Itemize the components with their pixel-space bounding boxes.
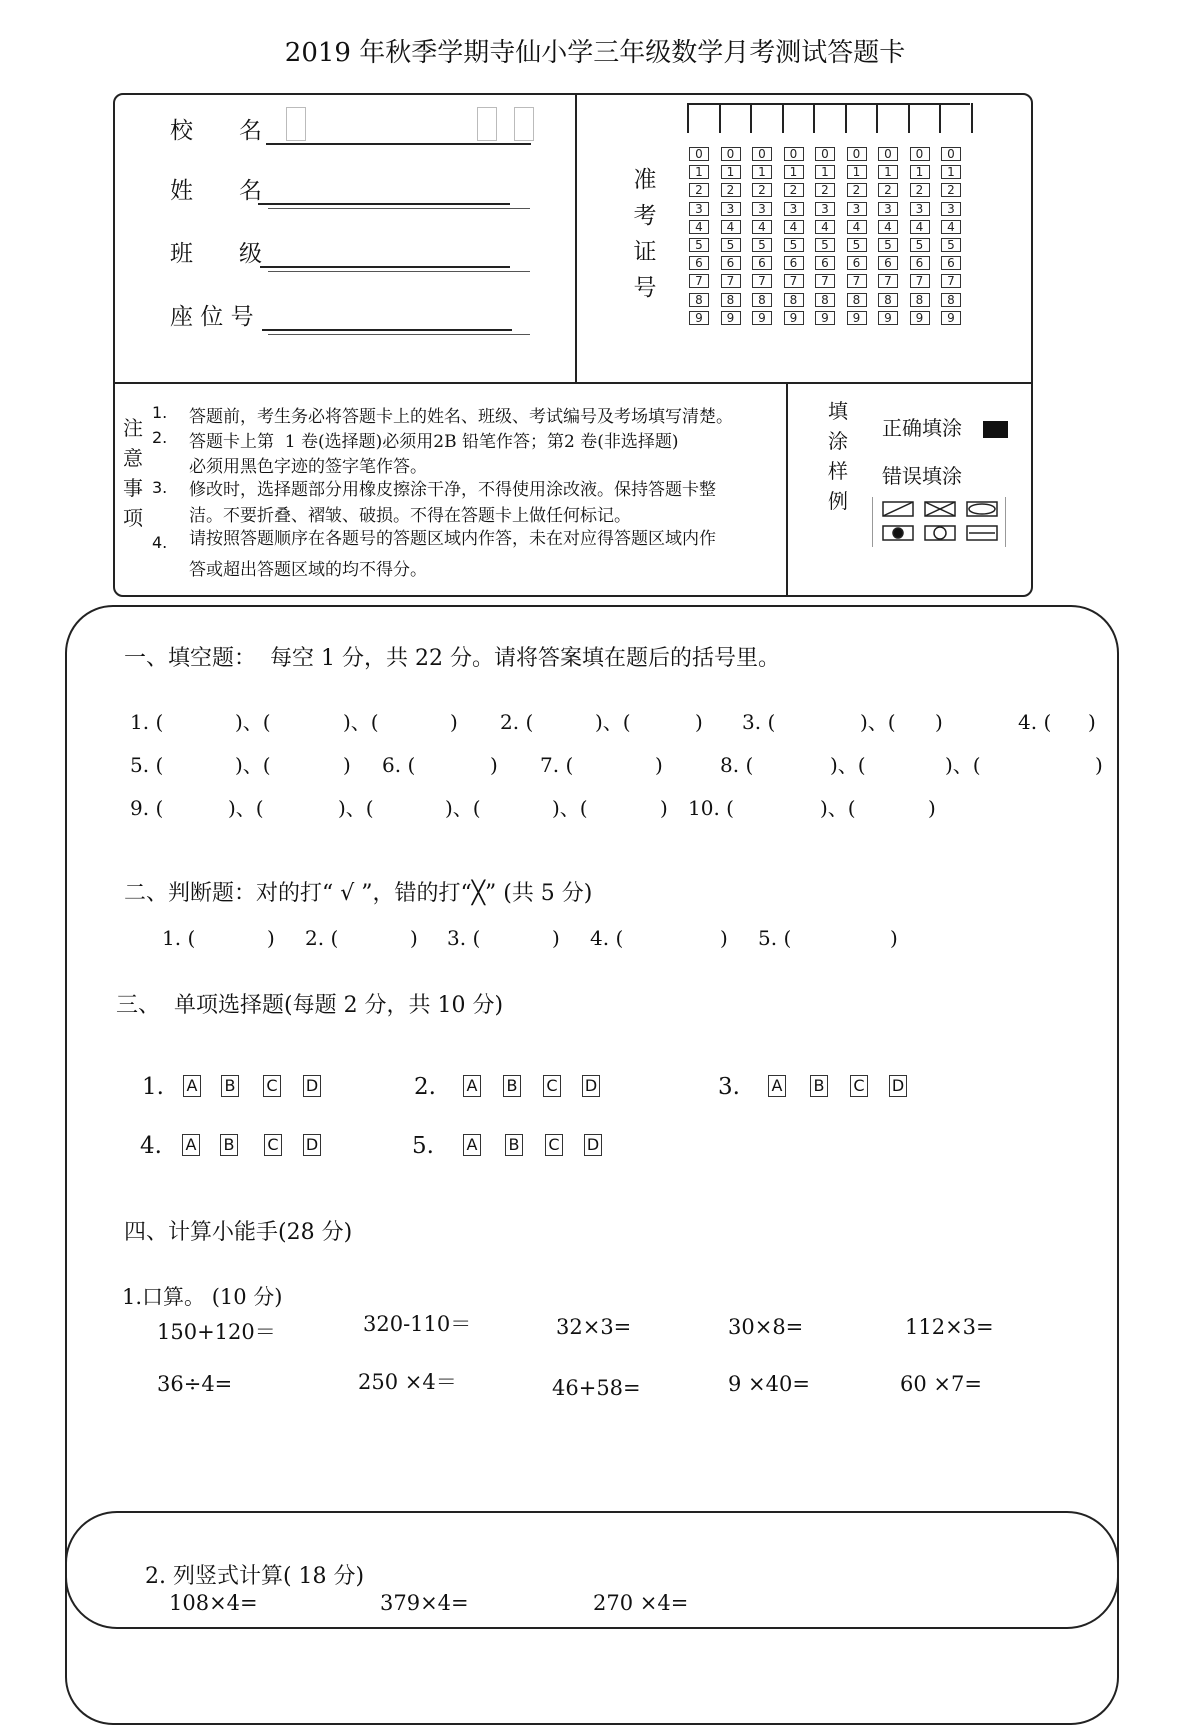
ticket-digit-bubble[interactable]: 6 (878, 256, 898, 270)
ticket-digit-bubble[interactable]: 4 (784, 220, 804, 234)
ticket-digit-bubble[interactable]: 7 (721, 274, 741, 288)
note-number-1: 1. (152, 403, 168, 422)
ticket-digit-bubble[interactable]: 5 (847, 238, 867, 252)
choice-option-a[interactable]: A (183, 1075, 201, 1097)
choice-option-c[interactable]: C (543, 1075, 561, 1097)
fill-blank-part[interactable]: 2. ( (500, 710, 534, 734)
ticket-digit-bubble[interactable]: 5 (721, 238, 741, 252)
ticket-digit-bubble[interactable]: 9 (878, 311, 898, 325)
notes-label: 注意事项 (123, 416, 143, 530)
judge-answer-part: ) (552, 926, 560, 950)
ticket-digit-bubble[interactable]: 7 (847, 274, 867, 288)
ticket-digit-bubble[interactable]: 4 (752, 220, 772, 234)
ticket-digit-bubble[interactable]: 9 (815, 311, 835, 325)
ticket-digit-bubble[interactable]: 6 (752, 256, 772, 270)
ticket-digit-bubble[interactable]: 1 (878, 165, 898, 179)
ticket-digit-bubble[interactable]: 8 (815, 293, 835, 307)
note-line-4: 修改时，选择题部分用橡皮擦涂干净，不得使用涂改液。保持答题卡整 (189, 480, 716, 500)
fill-blank-part[interactable]: ) (343, 753, 351, 777)
notes-divider (114, 382, 1032, 384)
judge-answer-part: ) (720, 926, 728, 950)
ticket-digit-bubble[interactable]: 0 (752, 147, 772, 161)
fill-blank-part: )、( (945, 753, 981, 777)
ticket-digit-bubble[interactable]: 6 (721, 256, 741, 270)
choice-option-c[interactable]: C (264, 1134, 282, 1156)
choice-option-a[interactable]: A (463, 1075, 481, 1097)
choice-option-b[interactable]: B (810, 1075, 828, 1097)
ticket-digit-bubble[interactable]: 5 (815, 238, 835, 252)
ticket-digit-bubble[interactable]: 5 (878, 238, 898, 252)
ticket-header-divider (908, 103, 910, 133)
ticket-digit-bubble[interactable]: 4 (689, 220, 709, 234)
choice-option-a[interactable]: A (463, 1134, 481, 1156)
note-line-5: 洁。不要折叠、褶皱、破损。不得在答题卡上做任何标记。 (189, 506, 631, 526)
fill-blank-part[interactable]: 5. ( (130, 753, 164, 777)
ticket-digit-bubble[interactable]: 8 (784, 293, 804, 307)
ticket-digit-bubble[interactable]: 5 (689, 238, 709, 252)
ticket-digit-bubble[interactable]: 3 (689, 202, 709, 216)
fill-blank-part[interactable]: 10. ( (688, 796, 734, 820)
ticket-digit-bubble[interactable]: 1 (847, 165, 867, 179)
oral-calc-problem: 46+58= (552, 1376, 641, 1400)
note-line-3: 必须用黑色字迹的签字笔作答。 (189, 457, 427, 477)
ticket-digit-bubble[interactable]: 7 (815, 274, 835, 288)
ticket-digit-bubble[interactable]: 2 (752, 183, 772, 197)
fill-blank-part[interactable]: 1. ( (130, 710, 164, 734)
choice-question-number: 5. (412, 1133, 434, 1159)
ticket-digit-bubble[interactable]: 7 (878, 274, 898, 288)
ticket-digit-bubble[interactable]: 4 (941, 220, 961, 234)
ticket-digit-bubble[interactable]: 3 (784, 202, 804, 216)
class-label: 班 级 (170, 241, 262, 267)
fill-sample-label: 填涂样例 (828, 399, 848, 513)
fill-blank-part[interactable]: ) (1095, 753, 1103, 777)
choice-option-b[interactable]: B (221, 1075, 239, 1097)
fill-blank-part[interactable]: ) (490, 753, 498, 777)
ticket-digit-bubble[interactable]: 4 (878, 220, 898, 234)
oral-calc-problem: 60 ×7= (900, 1372, 982, 1396)
ticket-header-divider (719, 103, 721, 133)
judge-answer-part[interactable]: 5. ( (758, 926, 792, 950)
fill-blank-part[interactable]: )、( (338, 796, 374, 820)
ticket-digit-bubble[interactable]: 0 (721, 147, 741, 161)
class-field[interactable] (260, 266, 510, 268)
fill-blank-part[interactable]: 4. ( (1018, 710, 1052, 734)
seat-number-field[interactable] (262, 329, 512, 331)
ticket-digit-bubble[interactable]: 2 (910, 183, 930, 197)
section2-heading: 二、判断题：对的打“ √ ”，错的打“╳” (共 5 分) (124, 881, 593, 906)
ticket-digit-bubble[interactable]: 3 (721, 202, 741, 216)
fill-blank-part: ) (450, 710, 458, 734)
sample-divider (786, 383, 788, 596)
judge-answer-part[interactable]: 2. ( (305, 926, 339, 950)
ticket-digit-bubble[interactable]: 2 (689, 183, 709, 197)
fill-blank-part[interactable]: )、( (343, 710, 379, 734)
choice-option-c[interactable]: C (263, 1075, 281, 1097)
oral-calc-problem: 320-110＝ (363, 1312, 472, 1336)
ticket-digit-bubble[interactable]: 6 (689, 256, 709, 270)
choice-option-c[interactable]: C (545, 1134, 563, 1156)
page-title: 2019 年秋季学期寺仙小学三年级数学月考测试答题卡 (284, 38, 906, 68)
ticket-digit-bubble[interactable]: 8 (878, 293, 898, 307)
note-line-6: 请按照答题顺序在各题号的答题区域内作答，未在对应得答题区域内作 (189, 529, 716, 549)
ticket-digit-bubble[interactable]: 8 (941, 293, 961, 307)
ticket-digit-bubble[interactable]: 3 (941, 202, 961, 216)
ticket-digit-bubble[interactable]: 9 (910, 311, 930, 325)
choice-question-number: 4. (140, 1133, 162, 1159)
vertical-calc-heading: 2. 列竖式计算( 18 分) (145, 1564, 365, 1589)
oral-calc-problem: 150+120＝ (157, 1320, 276, 1344)
ticket-digit-bubble[interactable]: 7 (784, 274, 804, 288)
section4-heading: 四、计算小能手(28 分) (124, 1220, 353, 1245)
fill-blank-part: )、( (228, 796, 264, 820)
ticket-digit-bubble[interactable]: 0 (847, 147, 867, 161)
ticket-digit-bubble[interactable]: 5 (784, 238, 804, 252)
choice-option-d[interactable]: D (303, 1134, 321, 1156)
fill-blank-part: ) (660, 796, 668, 820)
ticket-digit-bubble[interactable]: 8 (689, 293, 709, 307)
ticket-digit-bubble[interactable]: 4 (847, 220, 867, 234)
fill-blank-part: )、( (235, 753, 271, 777)
fill-blank-part: 8. ( (720, 753, 754, 777)
judge-answer-part: ) (410, 926, 418, 950)
oral-calc-problem: 112×3= (905, 1315, 994, 1339)
note-line-2: 答题卡上第 1 卷(选择题)必须用2B 铅笔作答；第2 卷(非选择题) (189, 432, 679, 452)
ticket-digit-bubble[interactable]: 0 (815, 147, 835, 161)
fill-blank-part[interactable]: 9. ( (130, 796, 164, 820)
section3-heading: 三、 单项选择题(每题 2 分，共 10 分) (116, 993, 504, 1018)
ticket-digit-bubble[interactable]: 8 (910, 293, 930, 307)
choice-option-a[interactable]: A (182, 1134, 200, 1156)
ticket-digit-bubble[interactable]: 7 (752, 274, 772, 288)
name-label: 姓 名 (170, 178, 262, 204)
judge-answer-part[interactable]: 1. ( (162, 926, 196, 950)
ticket-digit-bubble[interactable]: 6 (815, 256, 835, 270)
ticket-digit-bubble[interactable]: 2 (941, 183, 961, 197)
choice-question-number: 3. (718, 1074, 740, 1100)
ticket-digit-bubble[interactable]: 7 (941, 274, 961, 288)
ticket-digit-bubble[interactable]: 3 (878, 202, 898, 216)
school-name-field[interactable] (266, 143, 531, 145)
fill-blank-part[interactable]: ) (655, 753, 663, 777)
ticket-digit-bubble[interactable]: 8 (752, 293, 772, 307)
ticket-digit-bubble[interactable]: 8 (721, 293, 741, 307)
choice-option-d[interactable]: D (303, 1075, 321, 1097)
ticket-digit-bubble[interactable]: 6 (941, 256, 961, 270)
ticket-digit-bubble[interactable]: 5 (752, 238, 772, 252)
class-field-underline (268, 271, 530, 272)
ticket-header-line (688, 103, 970, 105)
choice-option-b[interactable]: B (220, 1134, 238, 1156)
fill-blank-part: 3. ( (742, 710, 776, 734)
school-label: 校 名 (170, 118, 262, 144)
ticket-digit-bubble[interactable]: 2 (815, 183, 835, 197)
choice-option-b[interactable]: B (503, 1075, 521, 1097)
fill-blank-part[interactable]: )、( (830, 753, 866, 777)
note-line-1: 答题前，考生务必将答题卡上的姓名、班级、考试编号及考场填写清楚。 (189, 407, 733, 427)
ticket-digit-bubble[interactable]: 4 (910, 220, 930, 234)
correct-fill-label: 正确填涂 (882, 416, 962, 440)
note-number-4: 4. (152, 533, 168, 552)
fill-blank-part: 6. ( (382, 753, 416, 777)
ticket-digit-bubble[interactable]: 9 (847, 311, 867, 325)
ticket-digit-bubble[interactable]: 1 (784, 165, 804, 179)
judge-answer-part[interactable]: 3. ( (447, 926, 481, 950)
vertical-calc-problem: 270 ×4= (593, 1591, 689, 1615)
school-name-box-3 (514, 107, 534, 141)
fill-blank-part[interactable]: )、( (860, 710, 896, 734)
oral-calc-problem: 9 ×40= (728, 1372, 810, 1396)
correct-fill-mark (983, 421, 1008, 438)
choice-question-number: 2. (414, 1074, 436, 1100)
ticket-digit-bubble[interactable]: 1 (721, 165, 741, 179)
note-number-2: 2. (152, 428, 168, 447)
seat-number-field-underline (268, 334, 530, 335)
ticket-digit-bubble[interactable]: 0 (941, 147, 961, 161)
fill-blank-part: 7. ( (540, 753, 574, 777)
ticket-digit-bubble[interactable]: 4 (815, 220, 835, 234)
oral-calc-problem: 36÷4= (157, 1372, 233, 1396)
ticket-digit-bubble[interactable]: 3 (815, 202, 835, 216)
ticket-digit-bubble[interactable]: 5 (941, 238, 961, 252)
fill-blank-part: )、( (235, 710, 271, 734)
oral-calc-problem: 32×3= (556, 1315, 632, 1339)
ticket-digit-bubble[interactable]: 1 (941, 165, 961, 179)
ticket-digit-bubble[interactable]: 5 (910, 238, 930, 252)
ticket-digit-bubble[interactable]: 0 (689, 147, 709, 161)
ticket-header-divider (876, 103, 878, 133)
ticket-digit-bubble[interactable]: 8 (847, 293, 867, 307)
fill-blank-part[interactable]: ) (928, 796, 936, 820)
ticket-header-divider (845, 103, 847, 133)
ticket-digit-bubble[interactable]: 0 (910, 147, 930, 161)
fill-blank-part: ) (935, 710, 943, 734)
ticket-header-divider (750, 103, 752, 133)
ticket-digit-bubble[interactable]: 6 (784, 256, 804, 270)
student-name-field[interactable] (258, 203, 510, 205)
ticket-digit-bubble[interactable]: 9 (721, 311, 741, 325)
ticket-digit-bubble[interactable]: 1 (752, 165, 772, 179)
ticket-digit-bubble[interactable]: 3 (752, 202, 772, 216)
choice-option-b[interactable]: B (505, 1134, 523, 1156)
ticket-digit-bubble[interactable]: 2 (878, 183, 898, 197)
fill-blank-part[interactable]: ) (695, 710, 703, 734)
section1-heading: 一、填空题： 每空 1 分，共 22 分。请将答案填在题后的括号里。 (124, 646, 780, 671)
ticket-header-divider (782, 103, 784, 133)
info-divider (575, 94, 577, 384)
ticket-label: 准考证号 (633, 167, 657, 301)
oral-calc-heading: 1.口算。 (10 分) (122, 1285, 283, 1309)
choice-question-number: 1. (142, 1074, 164, 1100)
ticket-digit-bubble[interactable]: 6 (910, 256, 930, 270)
ticket-digit-bubble[interactable]: 1 (815, 165, 835, 179)
ticket-digit-bubble[interactable]: 1 (689, 165, 709, 179)
ticket-header-divider (687, 103, 689, 133)
fill-blank-part[interactable]: )、( (552, 796, 588, 820)
ticket-header-divider (813, 103, 815, 133)
note-number-3: 3. (152, 478, 168, 497)
ticket-digit-bubble[interactable]: 2 (784, 183, 804, 197)
ticket-digit-bubble[interactable]: 3 (910, 202, 930, 216)
oral-calc-problem: 250 ×4＝ (358, 1370, 457, 1394)
ticket-header-divider (971, 103, 973, 133)
ticket-header-divider (939, 103, 941, 133)
ticket-digit-bubble[interactable]: 7 (910, 274, 930, 288)
ticket-digit-bubble[interactable]: 4 (721, 220, 741, 234)
ticket-digit-bubble[interactable]: 2 (847, 183, 867, 197)
choice-option-d[interactable]: D (889, 1075, 907, 1097)
school-name-box-2 (477, 107, 497, 141)
vertical-calc-problem: 379×4= (380, 1591, 469, 1615)
ticket-digit-bubble[interactable]: 9 (784, 311, 804, 325)
wrong-fill-samples (872, 497, 1006, 547)
ticket-digit-bubble[interactable]: 0 (878, 147, 898, 161)
judge-answer-part: ) (890, 926, 898, 950)
ticket-digit-bubble[interactable]: 1 (910, 165, 930, 179)
judge-answer-part: ) (267, 926, 275, 950)
ticket-digit-bubble[interactable]: 3 (847, 202, 867, 216)
student-name-field-underline (268, 208, 530, 209)
seat-label: 座 位 号 (170, 304, 254, 330)
choice-option-c[interactable]: C (850, 1075, 868, 1097)
oral-calc-problem: 30×8= (728, 1315, 804, 1339)
ticket-digit-bubble[interactable]: 7 (689, 274, 709, 288)
judge-answer-part[interactable]: 4. ( (590, 926, 624, 950)
note-line-7: 答或超出答题区域的均不得分。 (189, 560, 427, 580)
ticket-digit-bubble[interactable]: 6 (847, 256, 867, 270)
vertical-calc-problem: 108×4= (169, 1591, 258, 1615)
fill-blank-part: )、( (445, 796, 481, 820)
choice-option-a[interactable]: A (768, 1075, 786, 1097)
school-name-box-1 (286, 107, 306, 141)
ticket-digit-bubble[interactable]: 9 (941, 311, 961, 325)
ticket-digit-bubble[interactable]: 9 (689, 311, 709, 325)
ticket-digit-bubble[interactable]: 9 (752, 311, 772, 325)
fill-blank-part: ) (1088, 710, 1096, 734)
choice-option-d[interactable]: D (582, 1075, 600, 1097)
fill-blank-part: )、( (820, 796, 856, 820)
wrong-fill-label: 错误填涂 (882, 464, 962, 488)
choice-option-d[interactable]: D (584, 1134, 602, 1156)
ticket-digit-bubble[interactable]: 0 (784, 147, 804, 161)
ticket-digit-bubble[interactable]: 2 (721, 183, 741, 197)
fill-blank-part: )、( (595, 710, 631, 734)
